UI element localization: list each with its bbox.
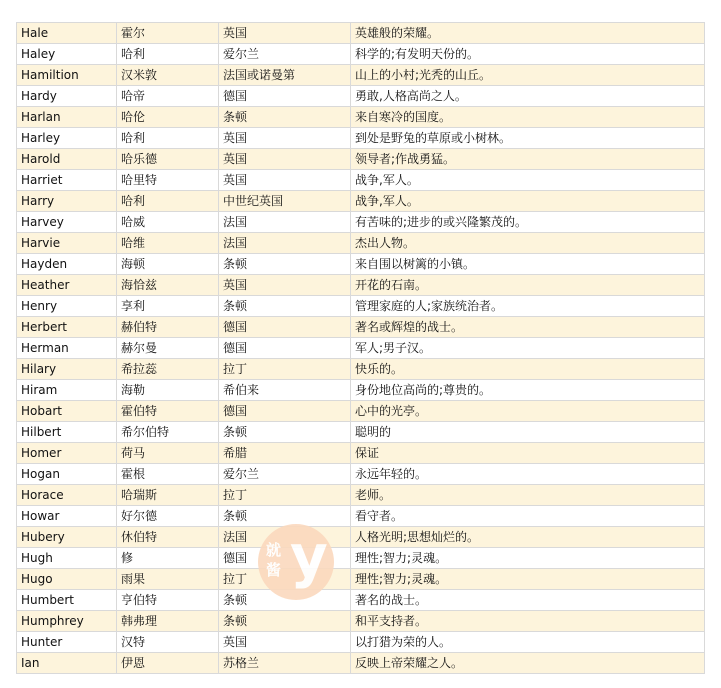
chinese-name-cell: 哈维 (117, 233, 219, 254)
chinese-name-cell: 海顿 (117, 254, 219, 275)
origin-cell: 条顿 (219, 422, 351, 443)
meaning-cell: 著名或辉煌的战士。 (351, 317, 705, 338)
english-name-cell: Hogan (17, 464, 117, 485)
table-row (17, 233, 705, 254)
meaning-cell: 理性;智力;灵魂。 (351, 569, 705, 590)
origin-cell: 拉丁 (219, 569, 351, 590)
origin-cell: 希腊 (219, 443, 351, 464)
chinese-name-cell: 希拉蕊 (117, 359, 219, 380)
table-row (17, 527, 705, 548)
origin-cell: 德国 (219, 317, 351, 338)
chinese-name-cell: 哈乐德 (117, 149, 219, 170)
chinese-name-cell: 好尔德 (117, 506, 219, 527)
table-row (17, 296, 705, 317)
english-name-cell: Hugh (17, 548, 117, 569)
table-row (17, 464, 705, 485)
chinese-name-cell: 海勒 (117, 380, 219, 401)
chinese-name-cell: 哈利 (117, 191, 219, 212)
meaning-cell: 快乐的。 (351, 359, 705, 380)
meaning-cell: 勇敢,人格高尚之人。 (351, 86, 705, 107)
origin-cell: 苏格兰 (219, 653, 351, 674)
chinese-name-cell: 赫伯特 (117, 317, 219, 338)
meaning-cell: 杰出人物。 (351, 233, 705, 254)
meaning-cell: 反映上帝荣耀之人。 (351, 653, 705, 674)
meaning-cell: 英雄般的荣耀。 (351, 23, 705, 44)
english-name-cell: Herbert (17, 317, 117, 338)
origin-cell: 爱尔兰 (219, 464, 351, 485)
origin-cell: 德国 (219, 338, 351, 359)
origin-cell: 英国 (219, 170, 351, 191)
origin-cell: 条顿 (219, 611, 351, 632)
origin-cell: 希伯来 (219, 380, 351, 401)
english-name-cell: Henry (17, 296, 117, 317)
chinese-name-cell: 霍尔 (117, 23, 219, 44)
table-row (17, 506, 705, 527)
meaning-cell: 心中的光亭。 (351, 401, 705, 422)
chinese-name-cell: 休伯特 (117, 527, 219, 548)
origin-cell: 法国或诺曼第 (219, 65, 351, 86)
origin-cell: 条顿 (219, 254, 351, 275)
origin-cell: 条顿 (219, 590, 351, 611)
table-row (17, 380, 705, 401)
english-name-cell: Hayden (17, 254, 117, 275)
table-row (17, 275, 705, 296)
meaning-cell: 保证 (351, 443, 705, 464)
table-row (17, 65, 705, 86)
table-row (17, 422, 705, 443)
chinese-name-cell: 亨伯特 (117, 590, 219, 611)
meaning-cell: 科学的;有发明天份的。 (351, 44, 705, 65)
meaning-cell: 开花的石南。 (351, 275, 705, 296)
meaning-cell: 身份地位高尚的;尊贵的。 (351, 380, 705, 401)
chinese-name-cell: 哈利 (117, 128, 219, 149)
table-row (17, 548, 705, 569)
english-name-cell: Humphrey (17, 611, 117, 632)
meaning-cell: 和平支持者。 (351, 611, 705, 632)
meaning-cell: 领导者;作战勇猛。 (351, 149, 705, 170)
chinese-name-cell: 荷马 (117, 443, 219, 464)
english-name-cell: Harriet (17, 170, 117, 191)
english-name-cell: Hugo (17, 569, 117, 590)
meaning-cell: 山上的小村;光秃的山丘。 (351, 65, 705, 86)
origin-cell: 英国 (219, 632, 351, 653)
origin-cell: 条顿 (219, 506, 351, 527)
english-name-cell: Harvey (17, 212, 117, 233)
chinese-name-cell: 哈帝 (117, 86, 219, 107)
english-name-cell: Harold (17, 149, 117, 170)
names-table-body (17, 23, 705, 674)
origin-cell: 法国 (219, 212, 351, 233)
meaning-cell: 有苦味的;进步的或兴隆繁茂的。 (351, 212, 705, 233)
chinese-name-cell: 希尔伯特 (117, 422, 219, 443)
chinese-name-cell: 哈里特 (117, 170, 219, 191)
table-row (17, 485, 705, 506)
english-name-cell: Hamiltion (17, 65, 117, 86)
origin-cell: 英国 (219, 149, 351, 170)
origin-cell: 英国 (219, 128, 351, 149)
english-name-cell: Hobart (17, 401, 117, 422)
chinese-name-cell: 哈威 (117, 212, 219, 233)
chinese-name-cell: 哈瑞斯 (117, 485, 219, 506)
origin-cell: 中世纪英国 (219, 191, 351, 212)
chinese-name-cell: 雨果 (117, 569, 219, 590)
chinese-name-cell: 赫尔曼 (117, 338, 219, 359)
origin-cell: 条顿 (219, 107, 351, 128)
origin-cell: 法国 (219, 233, 351, 254)
meaning-cell: 看守者。 (351, 506, 705, 527)
english-name-cell: Hardy (17, 86, 117, 107)
origin-cell: 英国 (219, 275, 351, 296)
english-name-cell: Hale (17, 23, 117, 44)
meaning-cell: 军人;男子汉。 (351, 338, 705, 359)
chinese-name-cell: 海恰兹 (117, 275, 219, 296)
chinese-name-cell: 修 (117, 548, 219, 569)
origin-cell: 德国 (219, 401, 351, 422)
chinese-name-cell: 汉特 (117, 632, 219, 653)
meaning-cell: 聪明的 (351, 422, 705, 443)
table-row (17, 128, 705, 149)
watermark-logo (258, 524, 334, 600)
table-row (17, 569, 705, 590)
origin-cell: 英国 (219, 23, 351, 44)
english-name-cell: Hilbert (17, 422, 117, 443)
origin-cell: 拉丁 (219, 359, 351, 380)
meaning-cell: 著名的战士。 (351, 590, 705, 611)
english-name-cell: Hiram (17, 380, 117, 401)
chinese-name-cell: 哈利 (117, 44, 219, 65)
chinese-name-cell: 韩弗理 (117, 611, 219, 632)
table-row (17, 590, 705, 611)
chinese-name-cell: 享利 (117, 296, 219, 317)
english-name-cell: Howar (17, 506, 117, 527)
table-row (17, 191, 705, 212)
names-table (16, 22, 705, 674)
english-name-cell: Harry (17, 191, 117, 212)
origin-cell: 德国 (219, 86, 351, 107)
english-name-cell: Harley (17, 128, 117, 149)
table-row (17, 611, 705, 632)
meaning-cell: 战争,军人。 (351, 170, 705, 191)
chinese-name-cell: 汉米敦 (117, 65, 219, 86)
origin-cell: 拉丁 (219, 485, 351, 506)
origin-cell: 德国 (219, 548, 351, 569)
table-row (17, 359, 705, 380)
table-row (17, 170, 705, 191)
chinese-name-cell: 哈伦 (117, 107, 219, 128)
english-name-cell: Harlan (17, 107, 117, 128)
table-row (17, 107, 705, 128)
chinese-name-cell: 霍根 (117, 464, 219, 485)
english-name-cell: Horace (17, 485, 117, 506)
table-row (17, 44, 705, 65)
english-name-cell: Heather (17, 275, 117, 296)
table-row (17, 23, 705, 44)
table-row (17, 653, 705, 674)
names-table-container (16, 22, 704, 674)
origin-cell: 条顿 (219, 296, 351, 317)
table-row (17, 632, 705, 653)
table-row (17, 443, 705, 464)
english-name-cell: Haley (17, 44, 117, 65)
table-row (17, 86, 705, 107)
origin-cell: 爱尔兰 (219, 44, 351, 65)
origin-cell: 法国 (219, 527, 351, 548)
watermark-text: 就酱 (266, 541, 282, 579)
meaning-cell: 永远年轻的。 (351, 464, 705, 485)
table-row (17, 149, 705, 170)
table-row (17, 317, 705, 338)
table-row (17, 338, 705, 359)
english-name-cell: Humbert (17, 590, 117, 611)
meaning-cell: 战争,军人。 (351, 191, 705, 212)
english-name-cell: Hunter (17, 632, 117, 653)
table-row (17, 254, 705, 275)
table-row (17, 401, 705, 422)
english-name-cell: Herman (17, 338, 117, 359)
chinese-name-cell: 霍伯特 (117, 401, 219, 422)
meaning-cell: 老师。 (351, 485, 705, 506)
meaning-cell: 来自寒冷的国度。 (351, 107, 705, 128)
meaning-cell: 以打猎为荣的人。 (351, 632, 705, 653)
meaning-cell: 理性;智力;灵魂。 (351, 548, 705, 569)
english-name-cell: Hilary (17, 359, 117, 380)
meaning-cell: 管理家庭的人;家族统治者。 (351, 296, 705, 317)
english-name-cell: Harvie (17, 233, 117, 254)
meaning-cell: 来自围以树篱的小镇。 (351, 254, 705, 275)
english-name-cell: Homer (17, 443, 117, 464)
english-name-cell: Ian (17, 653, 117, 674)
chinese-name-cell: 伊恩 (117, 653, 219, 674)
meaning-cell: 到处是野兔的草原或小树林。 (351, 128, 705, 149)
watermark-letter: y (290, 522, 328, 590)
meaning-cell: 人格光明;思想灿烂的。 (351, 527, 705, 548)
english-name-cell: Hubery (17, 527, 117, 548)
table-row (17, 212, 705, 233)
